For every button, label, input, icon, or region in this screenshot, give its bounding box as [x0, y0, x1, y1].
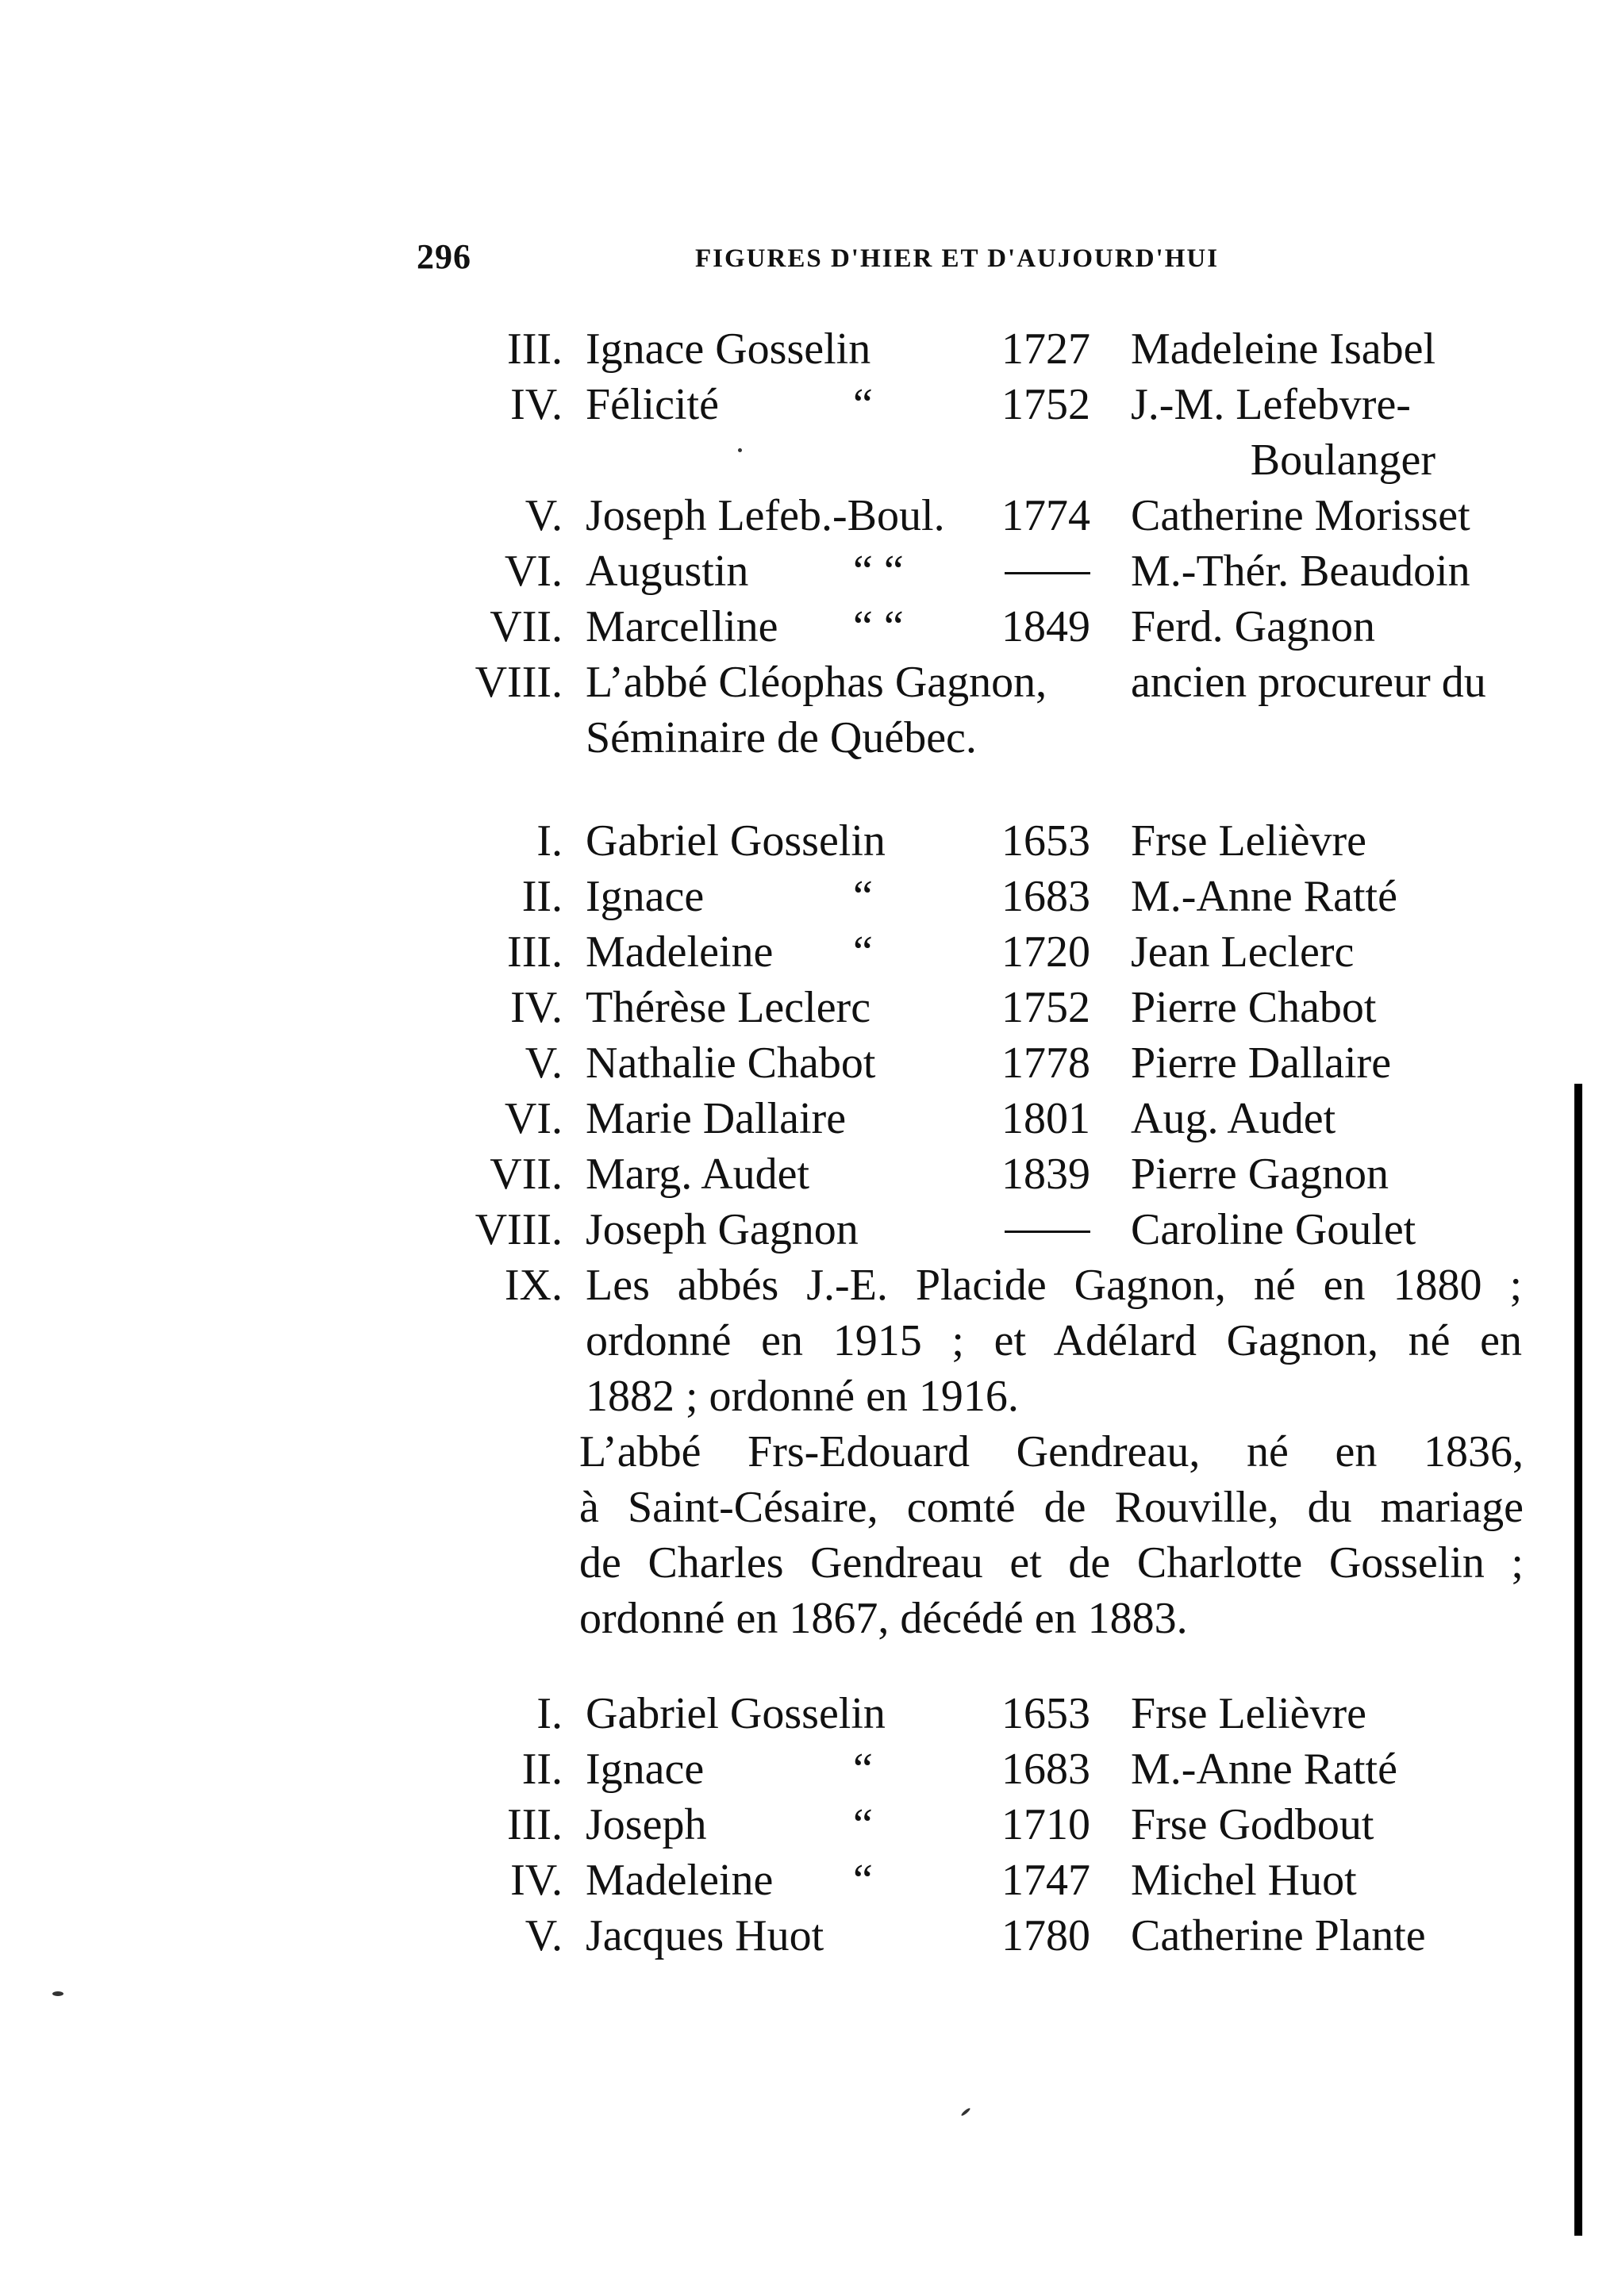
spouse-name: J.-M. Lefebvre-: [1131, 380, 1411, 429]
generation-number: III.: [507, 927, 563, 977]
genealogy-row: [0, 377, 1618, 432]
ditto-mark: “: [853, 872, 873, 921]
ditto-mark: “: [853, 927, 873, 977]
genealogy-section-3: [0, 1686, 1618, 1964]
genealogy-row: [0, 432, 1618, 488]
marriage-year: 1720: [1001, 927, 1090, 977]
page-number: 296: [417, 237, 471, 276]
section-1-continuation: Séminaire de Québec.: [586, 713, 977, 762]
marriage-year: 1780: [1001, 1911, 1090, 1960]
spouse-name: Pierre Chabot: [1131, 983, 1377, 1032]
running-title: FIGURES D'HIER ET D'AUJOURD'HUI: [695, 244, 1220, 273]
spouse-name: Caroline Goulet: [1131, 1205, 1416, 1254]
page-header: [0, 236, 1618, 284]
person-name: Madeleine: [586, 927, 774, 977]
generation-number: V.: [525, 491, 563, 540]
person-name: Jacques Huot: [586, 1911, 824, 1960]
genealogy-row: [0, 980, 1618, 1035]
spouse-name: Boulanger: [1250, 436, 1435, 485]
marriage-year: 1653: [1001, 816, 1090, 866]
genealogy-row: [0, 321, 1618, 377]
generation-number: VIII.: [475, 1205, 563, 1254]
genealogy-row: [0, 1853, 1618, 1908]
scan-speck: [738, 448, 742, 452]
genealogy-row: [0, 488, 1618, 543]
genealogy-row: [0, 1146, 1618, 1202]
generation-number: V.: [525, 1039, 563, 1088]
marriage-year: 1747: [1001, 1856, 1090, 1905]
genealogy-row: [0, 599, 1618, 655]
text-line: ordonné en 1915 ; et Adélard Gagnon, né en: [586, 1316, 1522, 1365]
person-name: Marcelline: [586, 602, 778, 651]
marriage-year: 1778: [1001, 1039, 1090, 1088]
generation-number: VII.: [490, 602, 563, 651]
ditto-mark: “: [853, 1856, 873, 1905]
person-name: L’abbé Cléophas Gagnon,: [586, 658, 1047, 707]
marriage-year: 1752: [1001, 983, 1090, 1032]
ditto-mark: “: [853, 1745, 873, 1794]
text-line: de Charles Gendreau et de Charlotte Gosselin ;: [579, 1538, 1524, 1588]
text-line: ordonné en 1867, décédé en 1883.: [579, 1594, 1188, 1643]
person-name: Madeleine: [586, 1856, 774, 1905]
genealogy-row: [0, 1797, 1618, 1853]
spouse-name: Frse Lelièvre: [1131, 816, 1366, 866]
person-name: Joseph: [586, 1800, 707, 1849]
person-name: Ignace Gosselin: [586, 324, 871, 374]
spouse-name: Michel Huot: [1131, 1856, 1357, 1905]
spouse-name: M.-Anne Ratté: [1131, 872, 1397, 921]
genealogy-row: [0, 1686, 1618, 1741]
marriage-year: [1005, 543, 1090, 599]
text-line: Les abbés J.-E. Placide Gagnon, né en 1880 ;: [586, 1261, 1522, 1310]
genealogy-row: [0, 1908, 1618, 1964]
generation-number: III.: [507, 1800, 563, 1849]
person-name: Marg. Audet: [586, 1150, 810, 1199]
text-line: à Saint-Césaire, comté de Rouville, du mariage: [579, 1483, 1524, 1532]
marriage-year: 1801: [1001, 1094, 1090, 1143]
ditto-mark: “: [853, 380, 873, 429]
person-name: Nathalie Chabot: [586, 1039, 876, 1088]
ditto-mark: “: [853, 1800, 873, 1849]
generation-number: II.: [521, 872, 563, 921]
spouse-name: Pierre Gagnon: [1131, 1150, 1389, 1199]
person-name: Joseph Lefeb.-Boul.: [586, 491, 945, 540]
genealogy-row: [0, 869, 1618, 924]
generation-number: VII.: [490, 1150, 563, 1199]
marriage-year: 1752: [1001, 380, 1090, 429]
dash-rule: [1005, 1231, 1090, 1233]
person-name: Augustin: [586, 547, 749, 596]
person-name: Gabriel Gosselin: [586, 1689, 886, 1738]
spouse-name: M.-Anne Ratté: [1131, 1745, 1397, 1794]
person-name: Marie Dallaire: [586, 1094, 847, 1143]
marriage-year: 1653: [1001, 1689, 1090, 1738]
spouse-name: Aug. Audet: [1131, 1094, 1336, 1143]
ditto-mark: “ “: [853, 602, 904, 651]
marriage-year: 1683: [1001, 1745, 1090, 1794]
marriage-year: [1005, 1202, 1090, 1257]
genealogy-section-2: [0, 813, 1618, 1257]
genealogy-row: [0, 1741, 1618, 1797]
marriage-year: 1849: [1001, 602, 1090, 651]
person-name: Ignace: [586, 872, 705, 921]
generation-number: I.: [536, 816, 563, 866]
spouse-name: M.-Thér. Beaudoin: [1131, 547, 1470, 596]
generation-number: IV.: [510, 1856, 563, 1905]
scan-speck: [960, 2107, 970, 2117]
spouse-name: Jean Leclerc: [1131, 927, 1355, 977]
person-name: Félicité: [586, 380, 719, 429]
spouse-name: Catherine Morisset: [1131, 491, 1470, 540]
scan-speck: [52, 1991, 63, 1996]
genealogy-row: [0, 924, 1618, 980]
generation-number: V.: [525, 1911, 563, 1960]
ditto-mark: “ “: [853, 547, 904, 596]
spouse-name: Pierre Dallaire: [1131, 1039, 1392, 1088]
genealogy-row: [0, 655, 1618, 710]
genealogy-row: [0, 813, 1618, 869]
spouse-name: Catherine Plante: [1131, 1911, 1426, 1960]
generation-number: III.: [507, 324, 563, 374]
generation-number: VIII.: [475, 658, 563, 707]
marriage-year: 1727: [1001, 324, 1090, 374]
person-name: Thérèse Leclerc: [586, 983, 871, 1032]
genealogy-row: [0, 1202, 1618, 1257]
genealogy-section-1: [0, 321, 1618, 710]
marriage-year: 1839: [1001, 1150, 1090, 1199]
genealogy-row: [0, 543, 1618, 599]
spouse-name: ancien procureur du: [1131, 658, 1486, 707]
marriage-year: 1683: [1001, 872, 1090, 921]
generation-number: VI.: [504, 547, 563, 596]
person-name: Joseph Gagnon: [586, 1205, 859, 1254]
generation-number: VI.: [504, 1094, 563, 1143]
spouse-name: Madeleine Isabel: [1131, 324, 1436, 374]
genealogy-row: [0, 1035, 1618, 1091]
marriage-year: 1710: [1001, 1800, 1090, 1849]
section-2-note: [579, 1424, 1524, 1646]
genealogy-row: [0, 1091, 1618, 1146]
text-line: L’abbé Frs-Edouard Gendreau, né en 1836,: [579, 1427, 1524, 1476]
spouse-name: Ferd. Gagnon: [1131, 602, 1375, 651]
generation-number: IX.: [504, 1261, 563, 1310]
text-line: 1882 ; ordonné en 1916.: [586, 1372, 1019, 1421]
generation-number: I.: [536, 1689, 563, 1738]
marriage-year: 1774: [1001, 491, 1090, 540]
person-name: Ignace: [586, 1745, 705, 1794]
dash-rule: [1005, 572, 1090, 574]
person-name: Gabriel Gosselin: [586, 816, 886, 866]
spouse-name: Frse Lelièvre: [1131, 1689, 1366, 1738]
spouse-name: Frse Godbout: [1131, 1800, 1374, 1849]
generation-number: IV.: [510, 983, 563, 1032]
generation-number: II.: [521, 1745, 563, 1794]
generation-number: IV.: [510, 380, 563, 429]
section-2-ix-text: [586, 1257, 1522, 1424]
page-edge-rule: [1574, 1084, 1582, 2236]
